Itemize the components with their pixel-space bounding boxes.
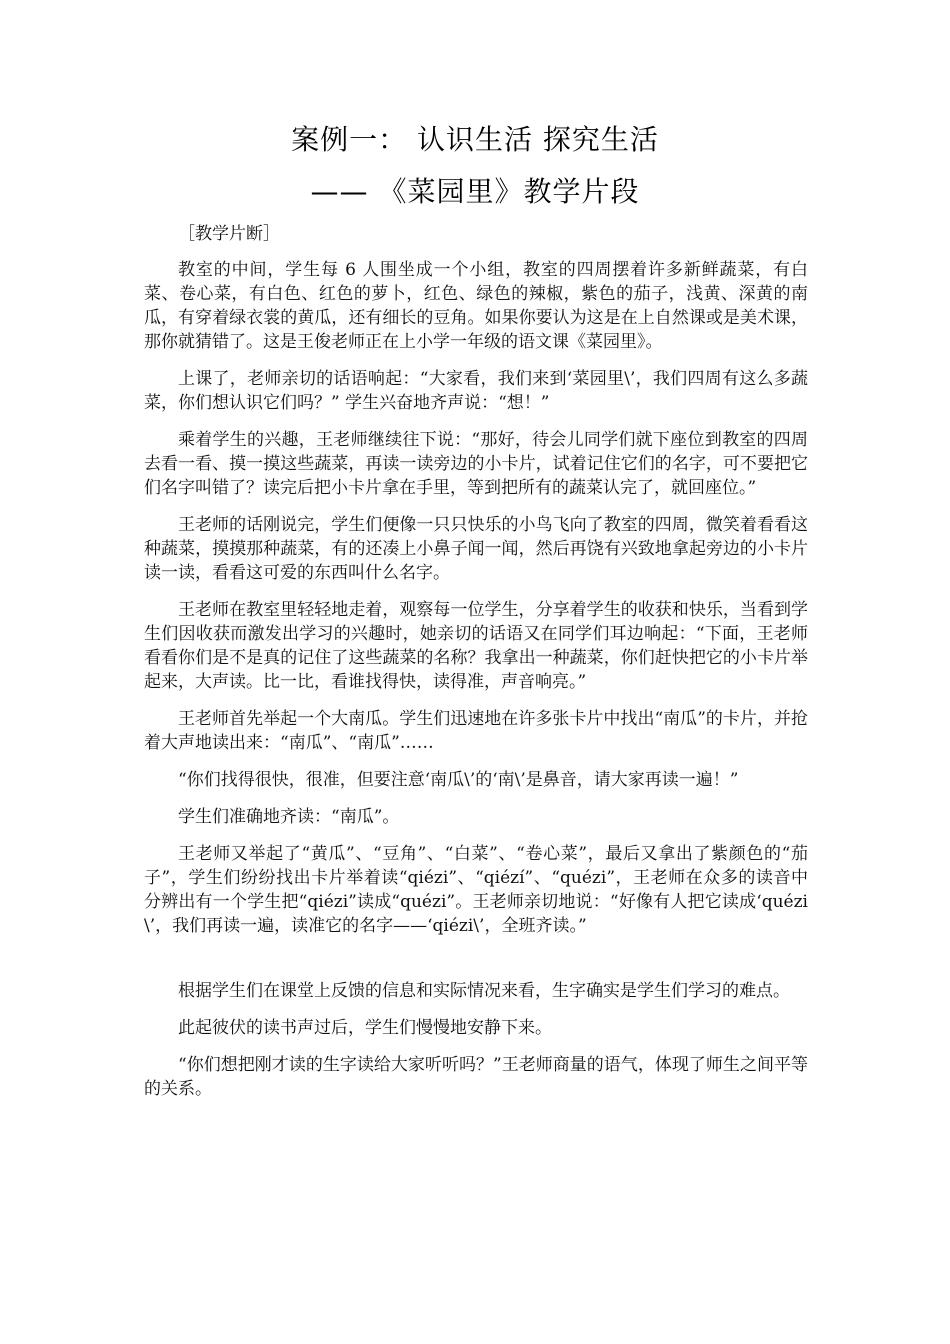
- section-label: ［教学片断］: [178, 224, 280, 244]
- page-title: 案例一： 认识生活 探究生活: [291, 123, 659, 156]
- document-body: [144, 222, 808, 1114]
- paragraph: 王老师的话刚说完，学生们便像一只只快乐的小鸟飞向了教室的四周，微笑着看看这种蔬菜，摸摸那种蔬菜，有的还凑上小鼻子闻一闻，然后再饶有兴致地拿起旁边的小卡片读一读，看看这可爱的东西叫什么名字。: [144, 515, 808, 583]
- paragraph: 王老师首先举起一个大南瓜。学生们迅速地在许多张卡片中找出“南瓜”的卡片，并抢着大声地读出来：“南瓜”、“南瓜”……: [144, 709, 808, 753]
- paragraph: 此起彼伏的读书声过后，学生们慢慢地安静下来。: [178, 1018, 552, 1038]
- paragraph: 乘着学生的兴趣，王老师继续往下说：“那好，待会儿同学们就下座位到教室的四周去看一看、摸一摸这些蔬菜，再读一读旁边的小卡片，试着记住它们的名字，可不要把它们名字叫错了？读完后把小卡片拿在手里，等到把所有的蔬菜认完了，就回座位。”: [144, 430, 808, 498]
- page-subtitle: —— 《菜园里》教学片段: [310, 175, 640, 208]
- paragraph: “你们找得很快，很准，但要注意‘南瓜\’的‘南\’是鼻音，请大家再读一遍！”: [178, 770, 739, 790]
- paragraph: 学生们准确地齐读：“南瓜”。: [178, 807, 400, 827]
- paragraph: 王老师又举起了“黄瓜”、“豆角”、“白菜”、“卷心菜”，最后又拿出了紫颜色的“茄子”，学生们纷纷找出卡片举着读“qiézi”、“qiézí”、“quézi”，王老师在众多的读音中分辨出有一个学生把“qiézi”读成“quézi”。王老师亲切地说：“好像有人把它读成‘quézi \’，我们再读一遍，读准它的名字——‘qiézi\’，全班齐读。”: [144, 844, 808, 936]
- paragraph: “你们想把刚才读的生字读给大家听听吗？”王老师商量的语气，体现了师生之间平等的关系。: [144, 1055, 808, 1099]
- paragraph: 教室的中间，学生每 6 人围坐成一个小组，教室的四周摆着许多新鲜蔬菜，有白菜、卷心菜，有白色、红色的萝卜，红色、绿色的辣椒，紫色的茄子，浅黄、深黄的南瓜，有穿着绿衣裳的黄瓜，还有细长的豆角。如果你要认为这是在上自然课或是美术课，那你就猜错了。这是王俊老师正在上小学一年级的语文课《菜园里》。: [144, 260, 808, 352]
- paragraph: 上课了，老师亲切的话语响起：“大家看，我们来到‘菜园里\’，我们四周有这么多蔬菜，你们想认识它们吗？” 学生兴奋地齐声说：“想！”: [144, 369, 808, 413]
- paragraph: 根据学生们在课堂上反馈的信息和实际情况来看，生字确实是学生们学习的难点。: [178, 981, 790, 1001]
- paragraph: 王老师在教室里轻轻地走着，观察每一位学生，分享着学生的收获和快乐，当看到学生们因收获而激发出学习的兴趣时，她亲切的话语又在同学们耳边响起：“下面，王老师看看你们是不是真的记住了这些蔬菜的名称？我拿出一种蔬菜，你们赶快把它的小卡片举起来，大声读。比一比，看谁找得快，读得准，声音响亮。”: [144, 600, 808, 692]
